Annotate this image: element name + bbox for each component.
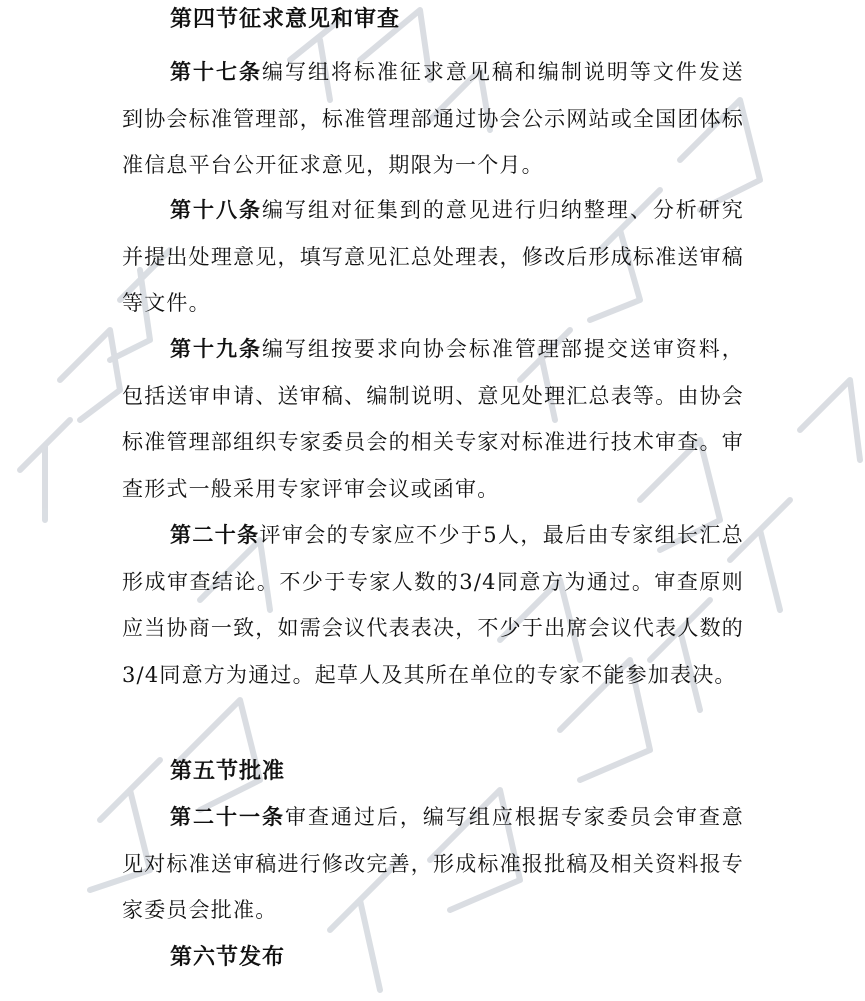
section-heading-5: 第五节批准: [170, 758, 286, 784]
article-17: [122, 49, 744, 189]
article-text: 编写组对征集到的意见进行归纳整理、分析研究并提出处理意见，填写意见汇总处理表，修改后形成标准送审稿等文件。: [122, 198, 744, 315]
section-heading-4: 第四节征求意见和审查: [170, 6, 401, 32]
article-number: 第十八条: [170, 197, 262, 222]
article-18: [122, 187, 744, 327]
article-19: [122, 326, 744, 512]
article-text: 编写组按要求向协会标准管理部提交送审资料，包括送审申请、送审稿、编制说明、意见处理汇总表等。由协会标准管理部组织专家委员会的相关专家对标准进行技术审查。审查形式一般采用专家评审会议或函审。: [122, 337, 744, 501]
article-number: 第二十一条: [170, 804, 285, 829]
article-text: 审查通过后，编写组应根据专家委员会审查意见对标准送审稿进行修改完善，形成标准报批稿及相关资料报专家委员会批准。: [122, 805, 745, 922]
section-heading-6: 第六节发布: [170, 944, 286, 970]
article-21: [122, 794, 744, 934]
article-text: 编写组将标准征求意见稿和编制说明等文件发送到协会标准管理部，标准管理部通过协会公示网站或全国团体标准信息平台公开征求意见，期限为一个月。: [122, 60, 744, 177]
article-text: 评审会的专家应不少于5人，最后由专家组长汇总形成审查结论。不少于专家人数的3/4同意方为通过。审查原则应当协商一致，如需会议代表表决，不少于出席会议代表人数的3/4同意方为通过。起草人及其所在单位的专家不能参加表决。: [122, 523, 744, 687]
article-number: 第二十条: [170, 522, 260, 547]
article-number: 第十七条: [170, 59, 262, 84]
article-20: [122, 512, 744, 698]
article-number: 第十九条: [170, 336, 262, 361]
